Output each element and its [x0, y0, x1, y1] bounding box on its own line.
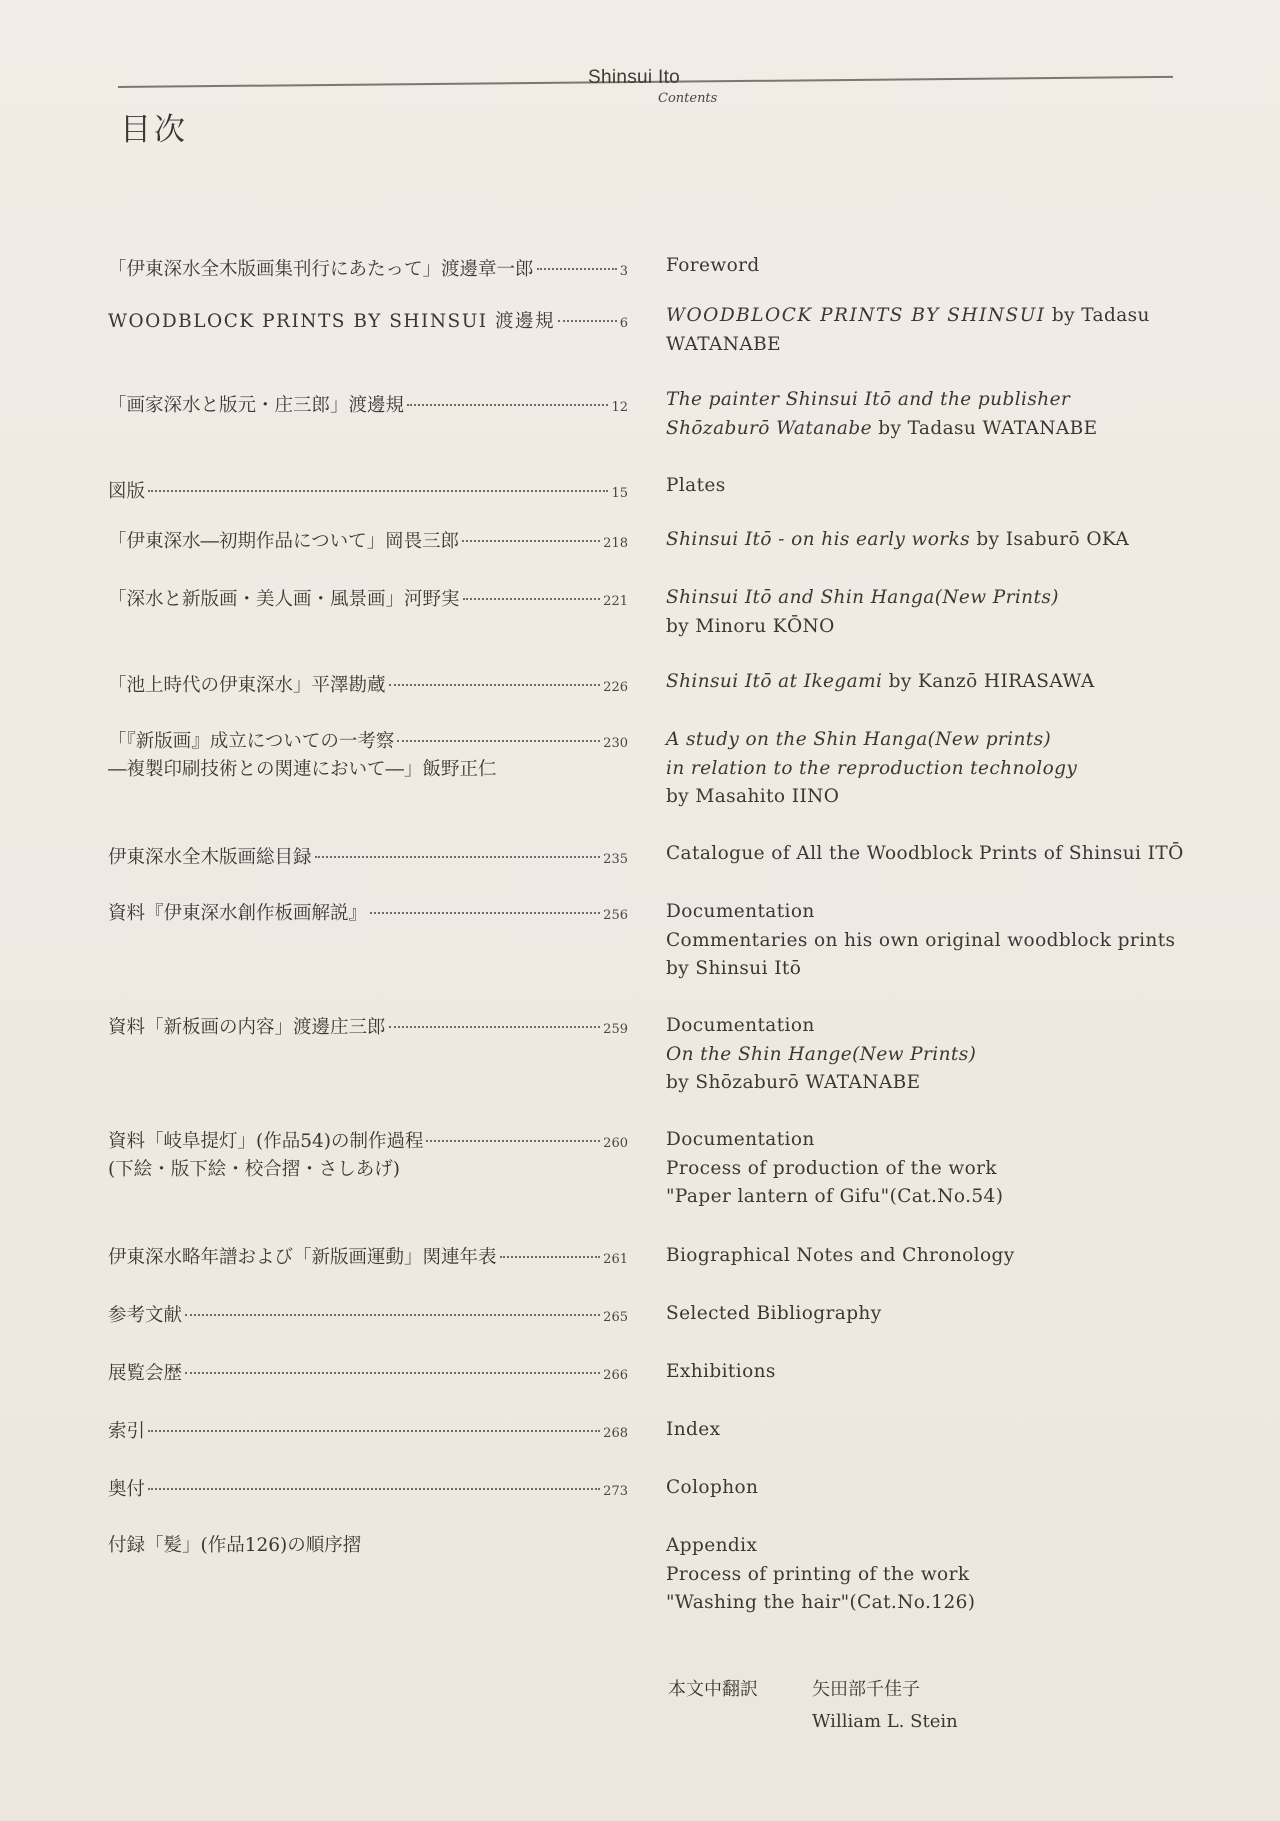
toc-entry-en — [666, 1416, 1186, 1445]
toc-entry-page: 261 — [603, 1252, 628, 1267]
toc-entry-en — [666, 1358, 1186, 1387]
toc-entry-en-line: Process of production of the work — [666, 1157, 997, 1179]
toc-entry-ja-title: 索引 — [108, 1421, 146, 1442]
toc-entry-en-line: Foreword — [666, 255, 760, 276]
toc-entry-ja-line2: ―複製印刷技術との関連において―」飯野正仁 — [108, 759, 497, 780]
toc-entry-en-line: Exhibitions — [666, 1361, 776, 1382]
toc-entry-en-italic: WOODBLOCK PRINTS BY SHINSUI — [666, 305, 1046, 326]
toc-entry-en — [666, 898, 1280, 984]
toc-entry-ja-line2: (下絵・版下絵・校合摺・さしあげ) — [108, 1159, 400, 1180]
toc-entry-ja — [108, 728, 628, 758]
toc-entry-ja-title: 伊東深水略年譜および「新版画運動」関連年表 — [108, 1247, 497, 1268]
toc-entry-en — [666, 472, 1186, 501]
toc-entry-en-line: WATANABE — [666, 333, 781, 355]
toc-entry-ja-title: 「深水と新版画・美人画・風景画」河野実 — [108, 589, 460, 610]
toc-entry-en-line: Appendix — [666, 1535, 758, 1556]
translator-en: William L. Stein — [812, 1711, 958, 1732]
toc-entry-en — [666, 668, 1186, 697]
toc-entry-ja — [108, 586, 628, 616]
toc-entry-en — [666, 302, 1186, 359]
toc-entry-en-line: "Washing the hair"(Cat.No.126) — [666, 1592, 976, 1613]
toc-entry-en-line: Index — [666, 1419, 721, 1440]
toc-entry-en — [666, 252, 1186, 281]
toc-entry-en-line: by Shinsui Itō — [666, 958, 802, 979]
toc-entry-en-line: Documentation — [666, 901, 815, 922]
page-heading: 目次 — [120, 112, 188, 148]
toc-entry-ja-title: 資料「岐阜提灯」(作品54)の制作過程 — [108, 1131, 424, 1152]
toc-entry-ja — [108, 1360, 628, 1390]
toc-entry-en-line: Biographical Notes and Chronology — [666, 1245, 1015, 1266]
toc-entry-page: 226 — [603, 680, 628, 695]
toc-entry-ja — [108, 672, 628, 702]
toc-entry-en — [666, 1532, 1186, 1618]
toc-entry-ja-title: 「池上時代の伊東深水」平澤勘蔵 — [108, 675, 386, 696]
toc-entry-en — [666, 1474, 1186, 1503]
toc-entry-ja — [108, 1418, 628, 1448]
toc-entry-ja — [108, 1128, 628, 1158]
toc-entry-page: 3 — [619, 264, 628, 279]
toc-entry-en-line: Documentation — [666, 1015, 815, 1036]
translator-ja: 矢田部千佳子 — [812, 1679, 920, 1700]
toc-entry-page: 15 — [611, 486, 628, 501]
toc-entry-ja — [108, 1244, 628, 1274]
toc-entry-ja — [108, 1302, 628, 1332]
leader-dots — [463, 597, 601, 600]
toc-entry-en-line: "Paper lantern of Gifu"(Cat.No.54) — [666, 1186, 1004, 1207]
toc-entry-en-line: A study on the Shin Hanga(New prints) — [666, 729, 1052, 750]
toc-entry-ja — [108, 1476, 628, 1506]
toc-entry-ja — [108, 900, 628, 930]
toc-entry-ja-title: 付録「髪」(作品126)の順序摺 — [108, 1535, 362, 1556]
toc-entry-en-italic: Shōzaburō Watanabe — [666, 417, 872, 439]
toc-entry-ja — [108, 844, 628, 874]
leader-dots — [537, 267, 617, 270]
toc-entry-en-line: Plates — [666, 475, 726, 496]
toc-entry-ja — [108, 478, 628, 508]
toc-entry-page: 266 — [603, 1368, 628, 1383]
toc-entry-en-author: by Kanzō HIRASAWA — [888, 671, 1095, 692]
toc-entry-en-line — [666, 302, 1186, 331]
toc-entry-ja-title: 図版 — [108, 481, 146, 502]
toc-entry-ja-title: 奥付 — [108, 1479, 146, 1500]
toc-entry-en-line: Colophon — [666, 1477, 759, 1498]
toc-entry-ja-title: 展覧会歴 — [108, 1363, 183, 1384]
toc-entry-en-line: Documentation — [666, 1129, 815, 1150]
toc-entry-page: 256 — [603, 908, 628, 923]
toc-entry-ja — [108, 308, 628, 338]
toc-entry-en-line: by Masahito IINO — [666, 786, 840, 807]
toc-entry-en-author: by Isaburō OKA — [976, 529, 1130, 550]
leader-dots — [370, 911, 600, 914]
toc-entry-page: 259 — [603, 1022, 628, 1037]
toc-entry-en — [666, 526, 1186, 555]
leader-dots — [148, 1487, 600, 1490]
toc-entry-ja-title: 「『新版画』成立についての一考察 — [108, 731, 395, 752]
toc-entry-en — [666, 386, 1186, 443]
toc-entry-ja-title: WOODBLOCK PRINTS BY SHINSUI 渡邊規 — [108, 311, 555, 332]
toc-entry-en-line: Shinsui Itō and Shin Hanga(New Prints) — [666, 587, 1059, 608]
toc-entry-page: 235 — [603, 852, 628, 867]
credits-label: 本文中翻訳 — [668, 1679, 758, 1700]
toc-entry-en — [666, 1012, 1186, 1098]
leader-dots — [426, 1139, 600, 1142]
toc-entry-page: 6 — [619, 316, 628, 331]
leader-dots — [315, 855, 601, 858]
toc-entry-page: 273 — [603, 1484, 628, 1499]
toc-entry-page: 218 — [603, 536, 628, 551]
toc-entry-en-italic: Shinsui Itō at Ikegami — [666, 671, 883, 692]
toc-entry-ja-title: 資料『伊東深水創作板画解説』 — [108, 903, 368, 924]
toc-entry-en — [666, 840, 1280, 869]
toc-entry-ja-title: 「伊東深水―初期作品について」岡畏三郎 — [108, 531, 460, 552]
toc-entry-ja — [108, 256, 628, 286]
toc-entry-en-line: in relation to the reproduction technology — [666, 757, 1078, 779]
running-title: Shinsui Ito — [588, 67, 681, 88]
leader-dots — [148, 1429, 600, 1432]
leader-dots — [500, 1255, 601, 1258]
toc-entry-page: 260 — [603, 1136, 628, 1151]
toc-entry-en — [666, 584, 1186, 641]
leader-dots — [185, 1313, 600, 1316]
toc-entry-ja — [108, 528, 628, 558]
leader-dots — [389, 683, 601, 686]
toc-entry-page: 230 — [603, 736, 628, 751]
toc-entry-en-line: Process of printing of the work — [666, 1563, 970, 1585]
toc-entry-en-line — [666, 668, 1186, 697]
toc-entry-ja-title: 「画家深水と版元・庄三郎」渡邊規 — [108, 395, 405, 416]
toc-entry-ja-title: 資料「新板画の内容」渡邊庄三郎 — [108, 1017, 386, 1038]
toc-entry-en — [666, 1300, 1186, 1329]
toc-entry-ja — [108, 1014, 628, 1044]
toc-entry-ja-title: 参考文献 — [108, 1305, 183, 1326]
toc-entry-en-line — [666, 415, 1186, 444]
toc-entry-en — [666, 726, 1186, 812]
toc-entry-ja-title: 「伊東深水全木版画集刊行にあたって」渡邊章一郎 — [108, 259, 534, 280]
toc-entry-en-line — [666, 526, 1186, 555]
toc-entry-en-line: Commentaries on his own original woodblock prints — [666, 929, 1176, 951]
leader-dots — [148, 489, 608, 492]
leader-dots — [407, 403, 608, 406]
toc-entry-ja-title: 伊東深水全木版画総目録 — [108, 847, 312, 868]
toc-entry-en-line: On the Shin Hange(New Prints) — [666, 1043, 977, 1065]
running-subtitle: Contents — [658, 91, 718, 106]
toc-entry-en-italic: Shinsui Itō - on his early works — [666, 529, 971, 550]
toc-entry-page: 265 — [603, 1310, 628, 1325]
leader-dots — [185, 1371, 600, 1374]
toc-entry-page: 221 — [603, 594, 628, 609]
toc-entry-en-author: by Tadasu WATANABE — [878, 417, 1098, 439]
toc-entry-en-line: by Minoru KŌNO — [666, 615, 835, 637]
toc-entry-en-line: Selected Bibliography — [666, 1303, 882, 1324]
toc-entry-page: 12 — [611, 400, 628, 415]
leader-dots — [389, 1025, 601, 1028]
toc-entry-en-line: The painter Shinsui Itō and the publisher — [666, 389, 1071, 410]
leader-dots — [558, 319, 617, 322]
leader-dots — [462, 539, 600, 542]
toc-entry-en-line: by Shōzaburō WATANABE — [666, 1072, 921, 1093]
toc-entry-page: 268 — [603, 1426, 628, 1441]
leader-dots — [397, 739, 600, 742]
toc-entry-en-author: by Tadasu — [1051, 305, 1150, 326]
toc-entry-ja — [108, 392, 628, 422]
toc-entry-en-line: Catalogue of All the Woodblock Prints of Shinsui ITŌ — [666, 843, 1184, 864]
toc-entry-en — [666, 1126, 1186, 1212]
toc-entry-en — [666, 1242, 1186, 1271]
